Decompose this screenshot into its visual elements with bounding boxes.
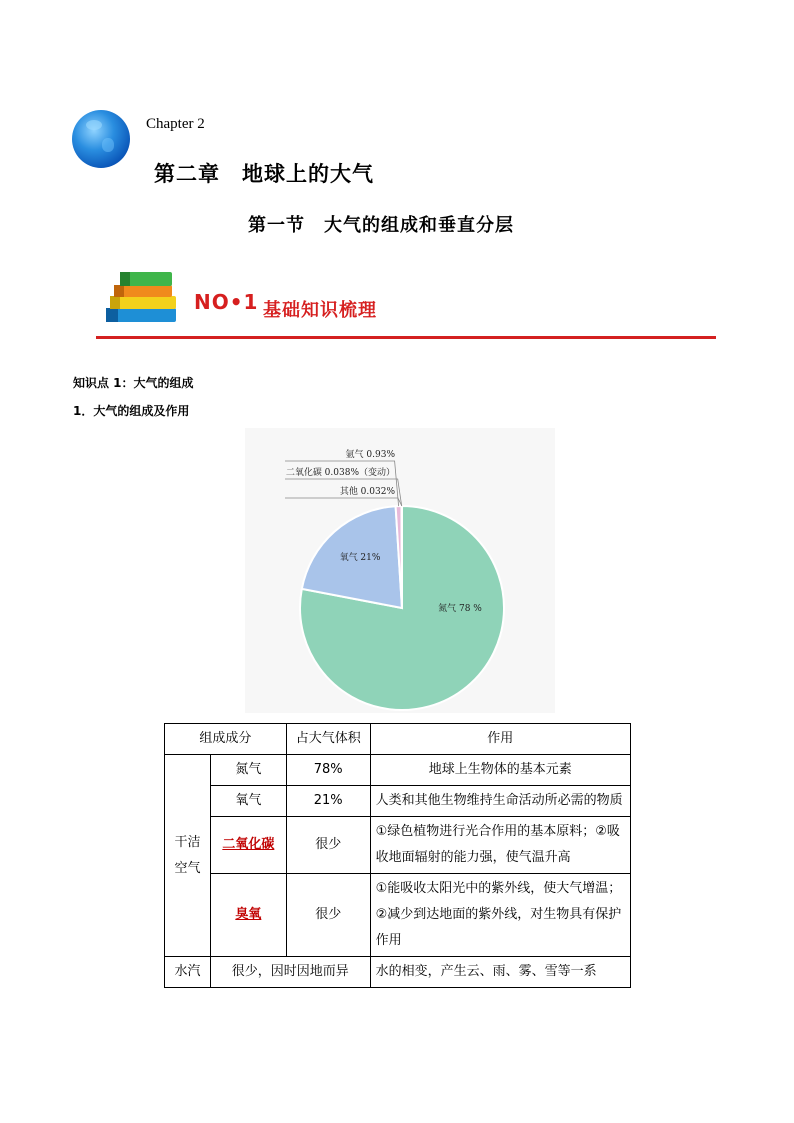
chapter-label: Chapter 2	[146, 116, 205, 132]
component-name: 臭氧	[210, 874, 286, 957]
component-name: 氮气	[210, 755, 286, 786]
table-row	[165, 755, 631, 786]
label-argon: 氩气 0.93%	[345, 450, 395, 460]
table-row	[165, 874, 631, 957]
table-row	[165, 957, 631, 988]
component-role: 水的相变，产生云、雨、雾、雪等一系	[370, 957, 630, 988]
component-volume: 78%	[286, 755, 370, 786]
header-cell: 组成成分	[165, 724, 287, 755]
books-icon	[104, 268, 184, 326]
component-volume: 21%	[286, 786, 370, 817]
banner-divider	[96, 336, 716, 339]
header-cell: 占大气体积	[286, 724, 370, 755]
component-volume: 很少，因时因地而异	[210, 957, 370, 988]
knowledge-subtitle: 1．大气的组成及作用	[73, 404, 190, 418]
component-role: 人类和其他生物维持生命活动所必需的物质	[370, 786, 630, 817]
component-name: 二氧化碳	[210, 817, 286, 874]
table-header-row	[165, 724, 631, 755]
globe-icon	[72, 110, 130, 168]
label-other: 其他 0.032%	[339, 487, 395, 497]
component-name: 水汽	[165, 957, 211, 988]
component-volume: 很少	[286, 874, 370, 957]
table-row	[165, 817, 631, 874]
chapter-title: 第二章 地球上的大气	[154, 161, 374, 186]
group-cell: 干洁 空气	[165, 755, 211, 957]
atmosphere-pie-chart	[245, 428, 555, 713]
knowledge-point-title: 知识点 1：大气的组成	[73, 376, 194, 390]
label-co2: 二氧化碳 0.038%（变动）	[285, 468, 395, 478]
banner-number: NO•1	[194, 290, 259, 314]
component-role: ①能吸收太阳光中的紫外线，使大气增温；②减少到达地面的紫外线，对生物具有保护作用	[370, 874, 630, 957]
composition-table	[164, 723, 631, 988]
component-role: 地球上生物体的基本元素	[370, 755, 630, 786]
component-role: ①绿色植物进行光合作用的基本原料；②吸收地面辐射的能力强，使气温升高	[370, 817, 630, 874]
component-name: 氧气	[210, 786, 286, 817]
section-title: 第一节 大气的组成和垂直分层	[248, 215, 514, 236]
component-volume: 很少	[286, 817, 370, 874]
label-nitrogen: 氮气 78 %	[438, 604, 482, 614]
table-row	[165, 786, 631, 817]
label-oxygen: 氧气 21%	[339, 553, 381, 563]
banner-subtitle: 基础知识梳理	[263, 300, 377, 321]
header-cell: 作用	[370, 724, 630, 755]
